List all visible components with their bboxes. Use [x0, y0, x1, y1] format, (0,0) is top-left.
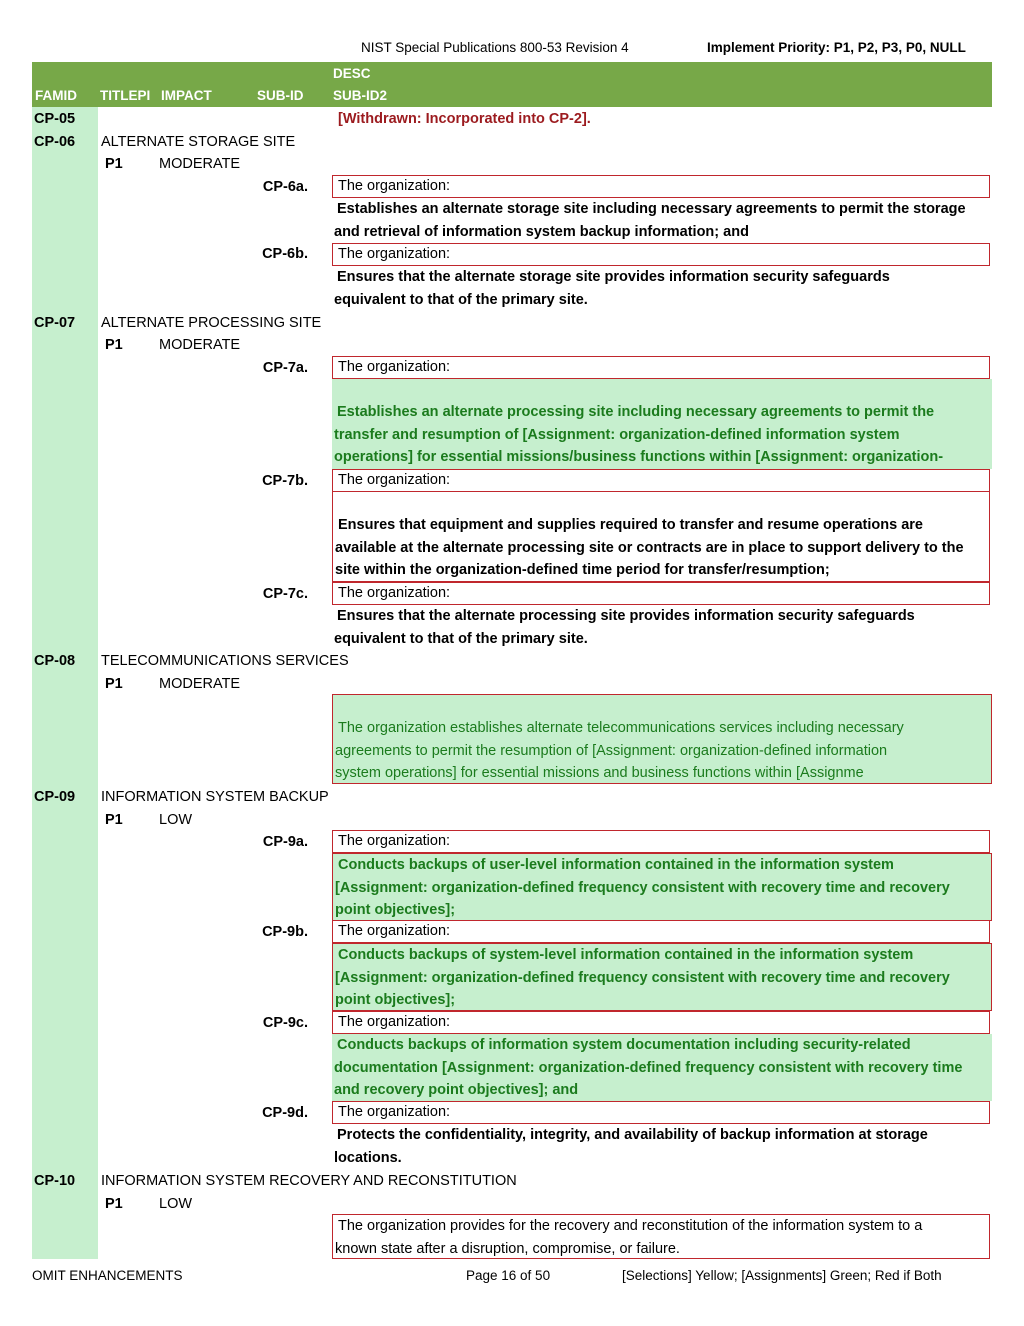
famid-cp09: CP-09 [34, 789, 76, 805]
priority: P1 [105, 337, 123, 353]
footer-left: OMIT ENHANCEMENTS [32, 1268, 183, 1283]
col-titlepi: TITLEPI [100, 88, 151, 103]
color-legend: [Selections] Yellow; [Assignments] Green; Red if Both [622, 1268, 942, 1283]
org-box: The organization: [332, 175, 990, 198]
famid-cp10: CP-10 [34, 1173, 76, 1189]
control-title: INFORMATION SYSTEM BACKUP [101, 789, 329, 805]
control-desc: Ensures that the alternate storage site provides information security safeguards equivalent to that of the primary site. [334, 269, 890, 308]
priority-note: Implement Priority: P1, P2, P3, P0, NULL [707, 40, 966, 55]
impact: MODERATE [159, 676, 241, 692]
famid-cp07: CP-07 [34, 315, 76, 331]
assignment-desc: The organization establishes alternate telecommunications services including necessary agreements to permit the resumption of [Assignment: organization-defined information system operations] for essential missions and business functions within [Assignme [332, 694, 992, 784]
control-title: ALTERNATE PROCESSING SITE [101, 315, 322, 331]
famid-cp08: CP-08 [34, 653, 76, 669]
column-header-bar [32, 62, 992, 107]
assignment-desc: Conducts backups of information system documentation including security-related documentation [Assignment: organization-defined frequency consistent with recovery time and recovery point objectives]; and [332, 1034, 992, 1101]
famid-column-shading [32, 107, 98, 1259]
control-desc: The organization provides for the recovery and reconstitution of the information system to a known state after a disruption, compromise, or failure. [332, 1214, 990, 1259]
org-box: The organization: [332, 920, 990, 943]
priority: P1 [105, 676, 123, 692]
col-subid2: SUB-ID2 [333, 88, 388, 103]
impact: MODERATE [159, 337, 241, 353]
org-box: The organization: [332, 830, 990, 853]
assignment-desc: Conducts backups of user-level information contained in the information system [Assignment: organization-defined frequency consistent with recovery time and recovery point objectives]; [332, 853, 992, 921]
col-impact: IMPACT [161, 88, 212, 103]
control-desc: Ensures that equipment and supplies required to transfer and resume operations are available at the alternate processing site or contracts are in place to support delivery to the site within the organization-defined time period for transfer/resumption; [332, 492, 990, 582]
sub-id: CP-9b. [262, 924, 308, 940]
sub-id: CP-9d. [262, 1105, 308, 1121]
org-box: The organization: [332, 469, 990, 492]
control-title: INFORMATION SYSTEM RECOVERY AND RECONSTITUTION [101, 1173, 517, 1189]
priority: P1 [105, 812, 123, 828]
famid-cp06: CP-06 [34, 134, 76, 150]
col-subid: SUB-ID [257, 88, 304, 103]
assignment-desc: Establishes an alternate processing site including necessary agreements to permit the transfer and resumption of [Assignment: organization-defined information system operations] for essential missions/business functions within [Assignment: organization- [332, 379, 992, 469]
impact: LOW [159, 1196, 193, 1212]
org-box: The organization: [332, 356, 990, 379]
sub-id: CP-6a. [262, 179, 308, 195]
impact: LOW [159, 812, 193, 828]
sub-id: CP-9a. [262, 834, 308, 850]
org-box: The organization: [332, 243, 990, 266]
page-number: Page 16 of 50 [466, 1268, 551, 1283]
sub-id: CP-7a. [262, 360, 308, 376]
control-desc: Establishes an alternate storage site including necessary agreements to permit the storage and retrieval of information system backup information; and [334, 201, 966, 240]
org-box: The organization: [332, 1011, 990, 1034]
control-title: ALTERNATE STORAGE SITE [101, 134, 296, 150]
control-title: TELECOMMUNICATIONS SERVICES [101, 653, 349, 669]
col-desc: DESC [333, 66, 371, 81]
famid-cp05: CP-05 [34, 111, 76, 127]
sub-id: CP-9c. [262, 1015, 308, 1031]
assignment-desc: Conducts backups of system-level information contained in the information system [Assignment: organization-defined frequency consistent with recovery time and recovery point objectives]; [332, 943, 992, 1011]
sub-id: CP-6b. [262, 246, 308, 262]
impact: MODERATE [159, 156, 241, 172]
col-famid: FAMID [35, 88, 77, 103]
withdrawn-note: [Withdrawn: Incorporated into CP-2]. [338, 111, 591, 127]
sub-id: CP-7c. [262, 586, 308, 602]
priority: P1 [105, 1196, 123, 1212]
publication-title: NIST Special Publications 800-53 Revision 4 [361, 40, 629, 55]
control-desc: Protects the confidentiality, integrity, and availability of backup information at storage locations. [334, 1127, 928, 1166]
priority: P1 [105, 156, 123, 172]
org-box: The organization: [332, 582, 990, 605]
org-box: The organization: [332, 1101, 990, 1124]
page-header [0, 40, 1024, 60]
control-desc: Ensures that the alternate processing site provides information security safeguards equivalent to that of the primary site. [334, 608, 915, 647]
sub-id: CP-7b. [262, 473, 308, 489]
